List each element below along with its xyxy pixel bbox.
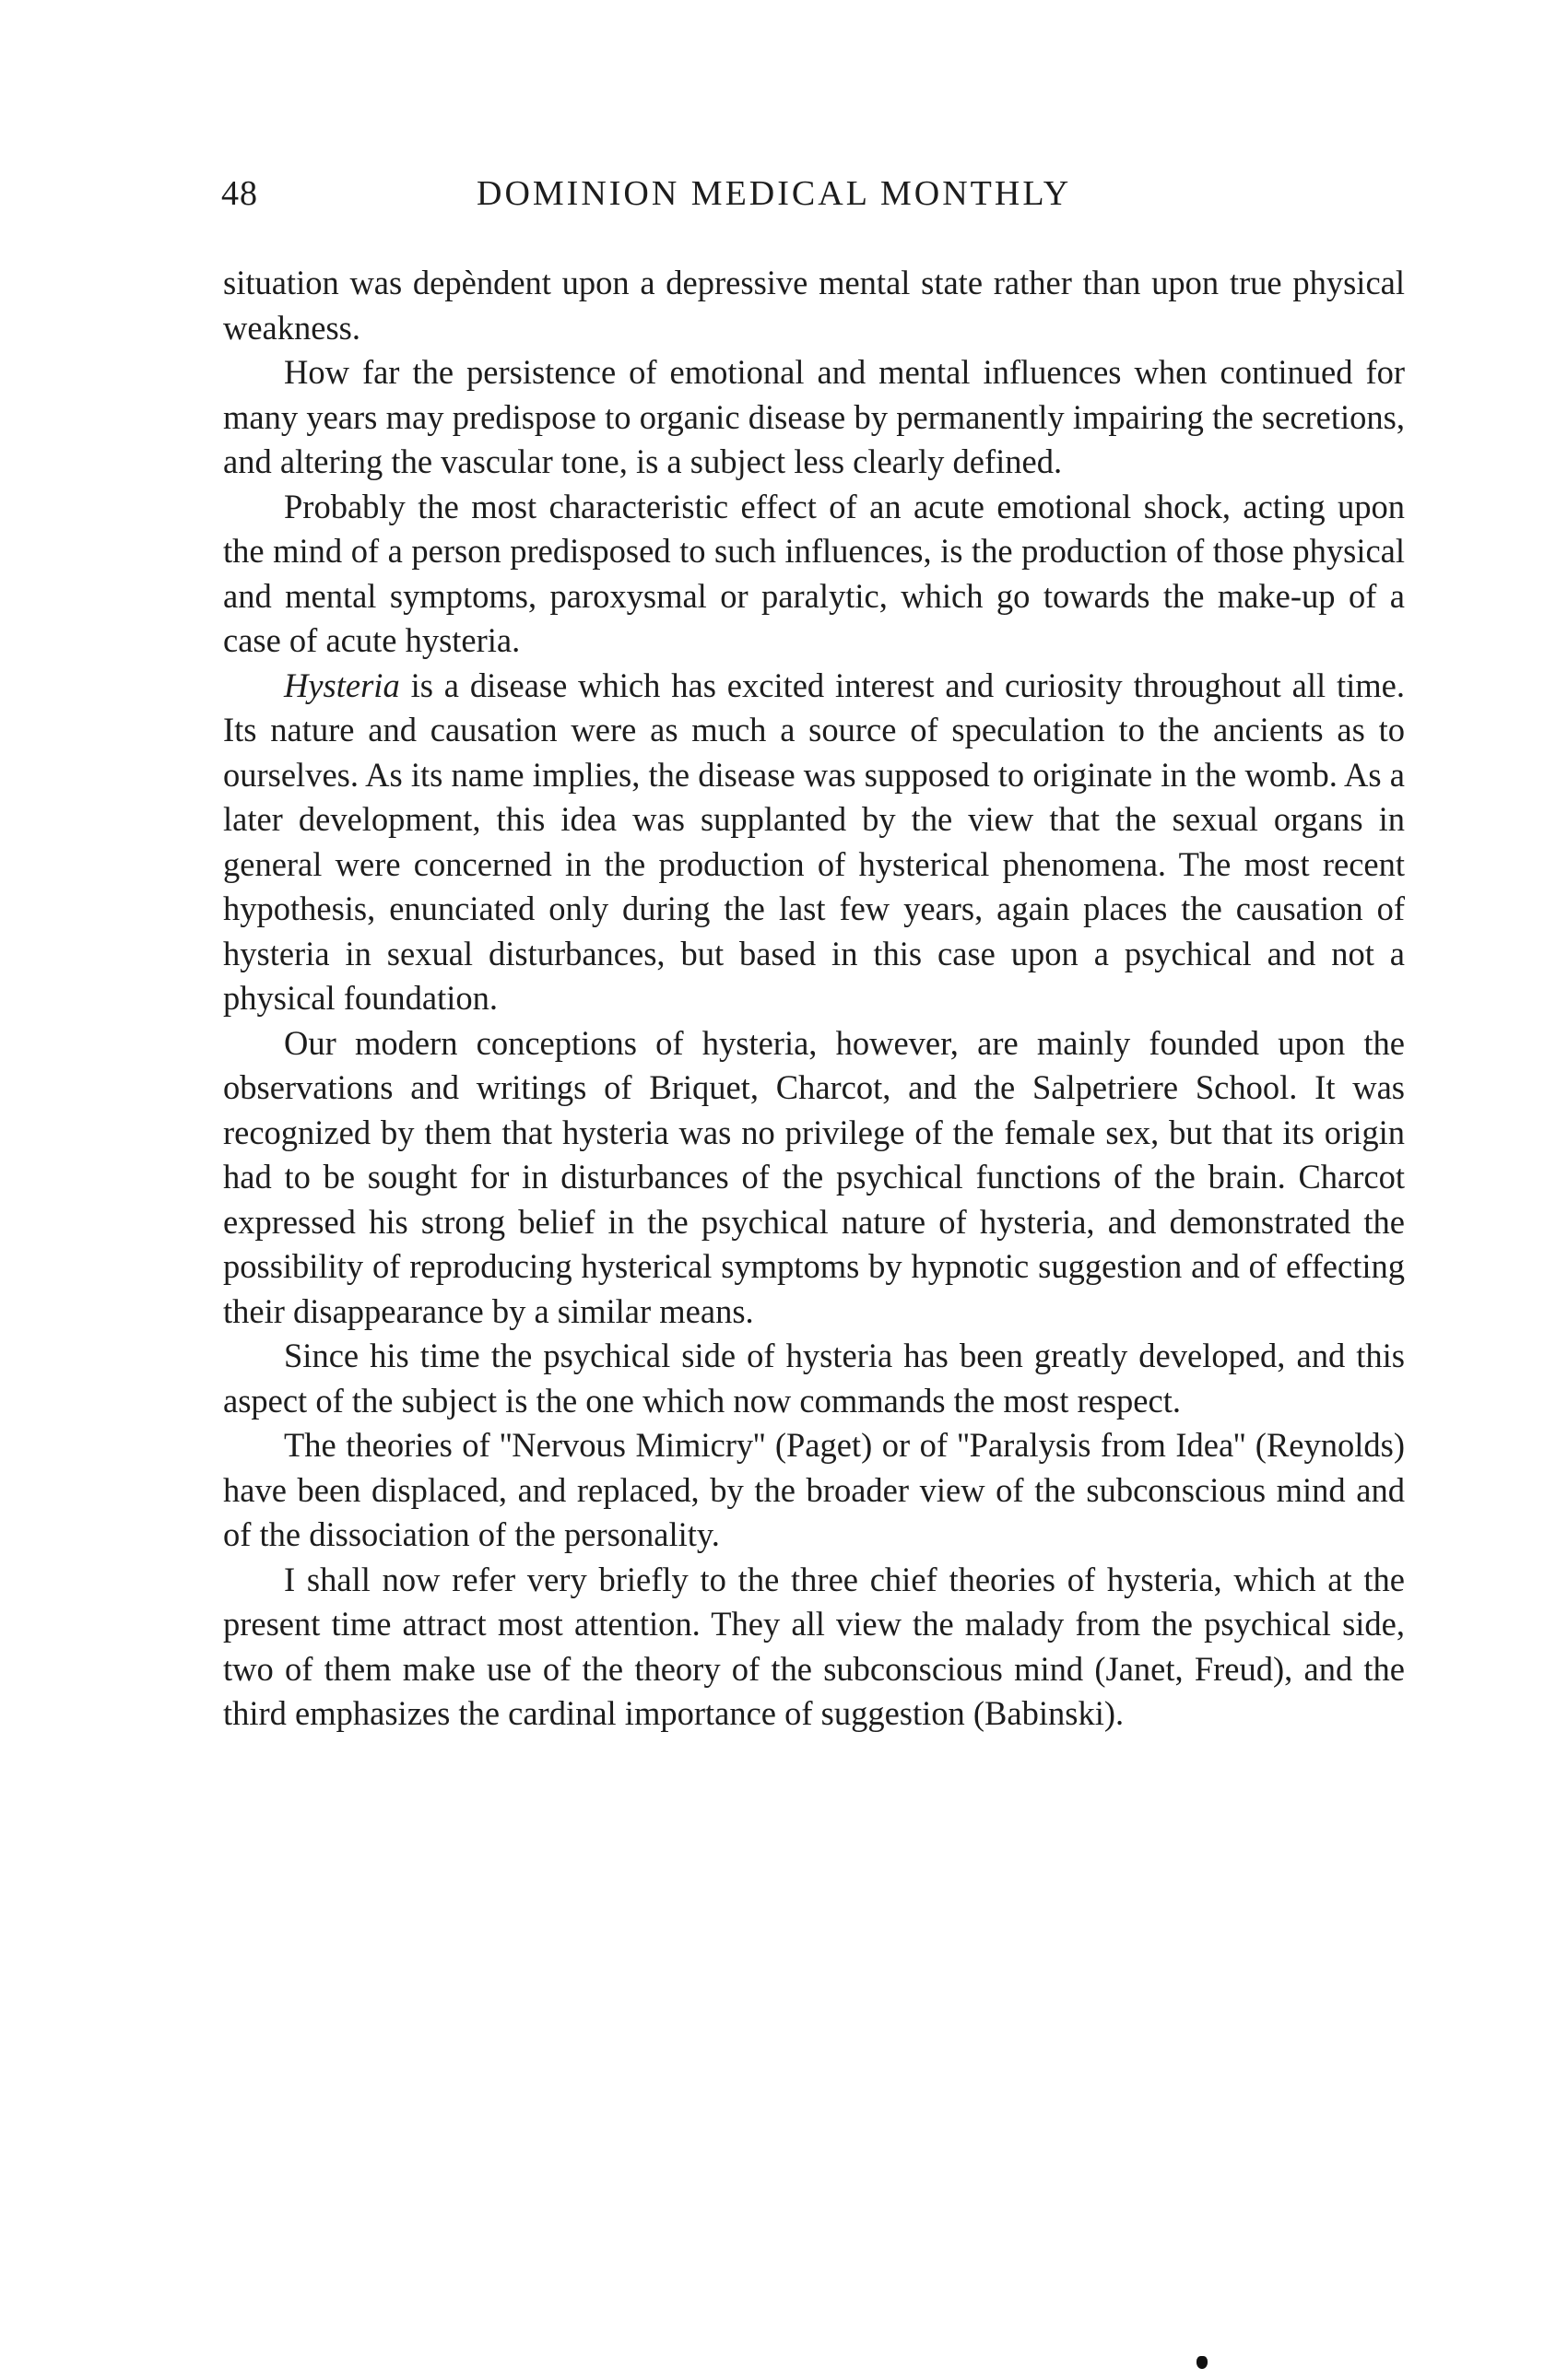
paragraph-emotional-influences: How far the persistence of emotional and mental influences when continued for many years may predispose to organic disease by permanently impairing the secretions, and altering the vascular tone, is a subject less clearly defined. (223, 353, 1405, 480)
paragraph-modern-conceptions: Our modern conceptions of hysteria, however, are mainly founded upon the observations and writings of Briquet, Charcot, and the Salpetriere School. It was recognized by them that hysteria was no privilege of the female sex, but that its origin had to be sought for in disturbances of the psychical functions of the brain. Charcot expressed his strong belief in the psychical nature of hysteria, and demonstrated the possibility of reproducing hysterical symptoms by hypnotic suggestion and of effecting their disappearance by a similar means. (223, 1023, 1405, 1330)
paragraph-psychical-side: Since his time the psychical side of hysteria has been greatly developed, and this aspect of the subject is the one which now commands the most respect. (223, 1337, 1405, 1420)
paragraph-hysteria-history (223, 664, 1405, 1021)
printer-mark (1196, 2356, 1208, 2369)
paragraph-continued: situation was depèndent upon a depressive mental state rather than upon true physical weakness. (223, 264, 1405, 347)
running-head: DOMINION MEDICAL MONTHLY (477, 174, 1072, 213)
paragraph-three-theories: I shall now refer very briefly to the three chief theories of hysteria, which at the present time attract most attention. They all view the malady from the psychical side, two of them make use of the theory of the subconscious mind (Janet, Freud), and the third emphasizes the cardinal importance of suggestion (Babinski). (223, 1560, 1405, 1732)
page-header (221, 173, 1420, 219)
page-number: 48 (221, 174, 258, 213)
body-text (223, 261, 1405, 1737)
italic-term-hysteria: Hysteria (284, 666, 400, 704)
paragraph-hysteria-history-text: is a disease which has excited interest and curiosity throughout all time. Its nature and causation were as much a source of speculation to the ancients as to ourselves. As its name implies, the disease was supposed to originate in the womb. As a later development, this idea was supplanted by the view that the sexual organs in general were concerned in the production of hysterical phenomena. The most recent hypothesis, enunciated only during the last few years, again places the causation of hysteria in sexual disturbances, but based in this case upon a psychical and not a physical foundation. (223, 666, 1405, 1017)
paragraph-emotional-shock: Probably the most characteristic effect of an acute emotional shock, acting upon the mind of a person predisposed to such influences, is the production of those physical and mental symptoms, paroxysmal or paralytic, which go towards the make-up of a case of acute hysteria. (223, 487, 1405, 659)
paragraph-theories: The theories of ''Nervous Mimicry'' (Paget) or of ''Paralysis from Idea'' (Reynolds) have been displaced, and replaced, by the broader view of the subconscious mind and of the dissociation of the personality. (223, 1426, 1405, 1553)
